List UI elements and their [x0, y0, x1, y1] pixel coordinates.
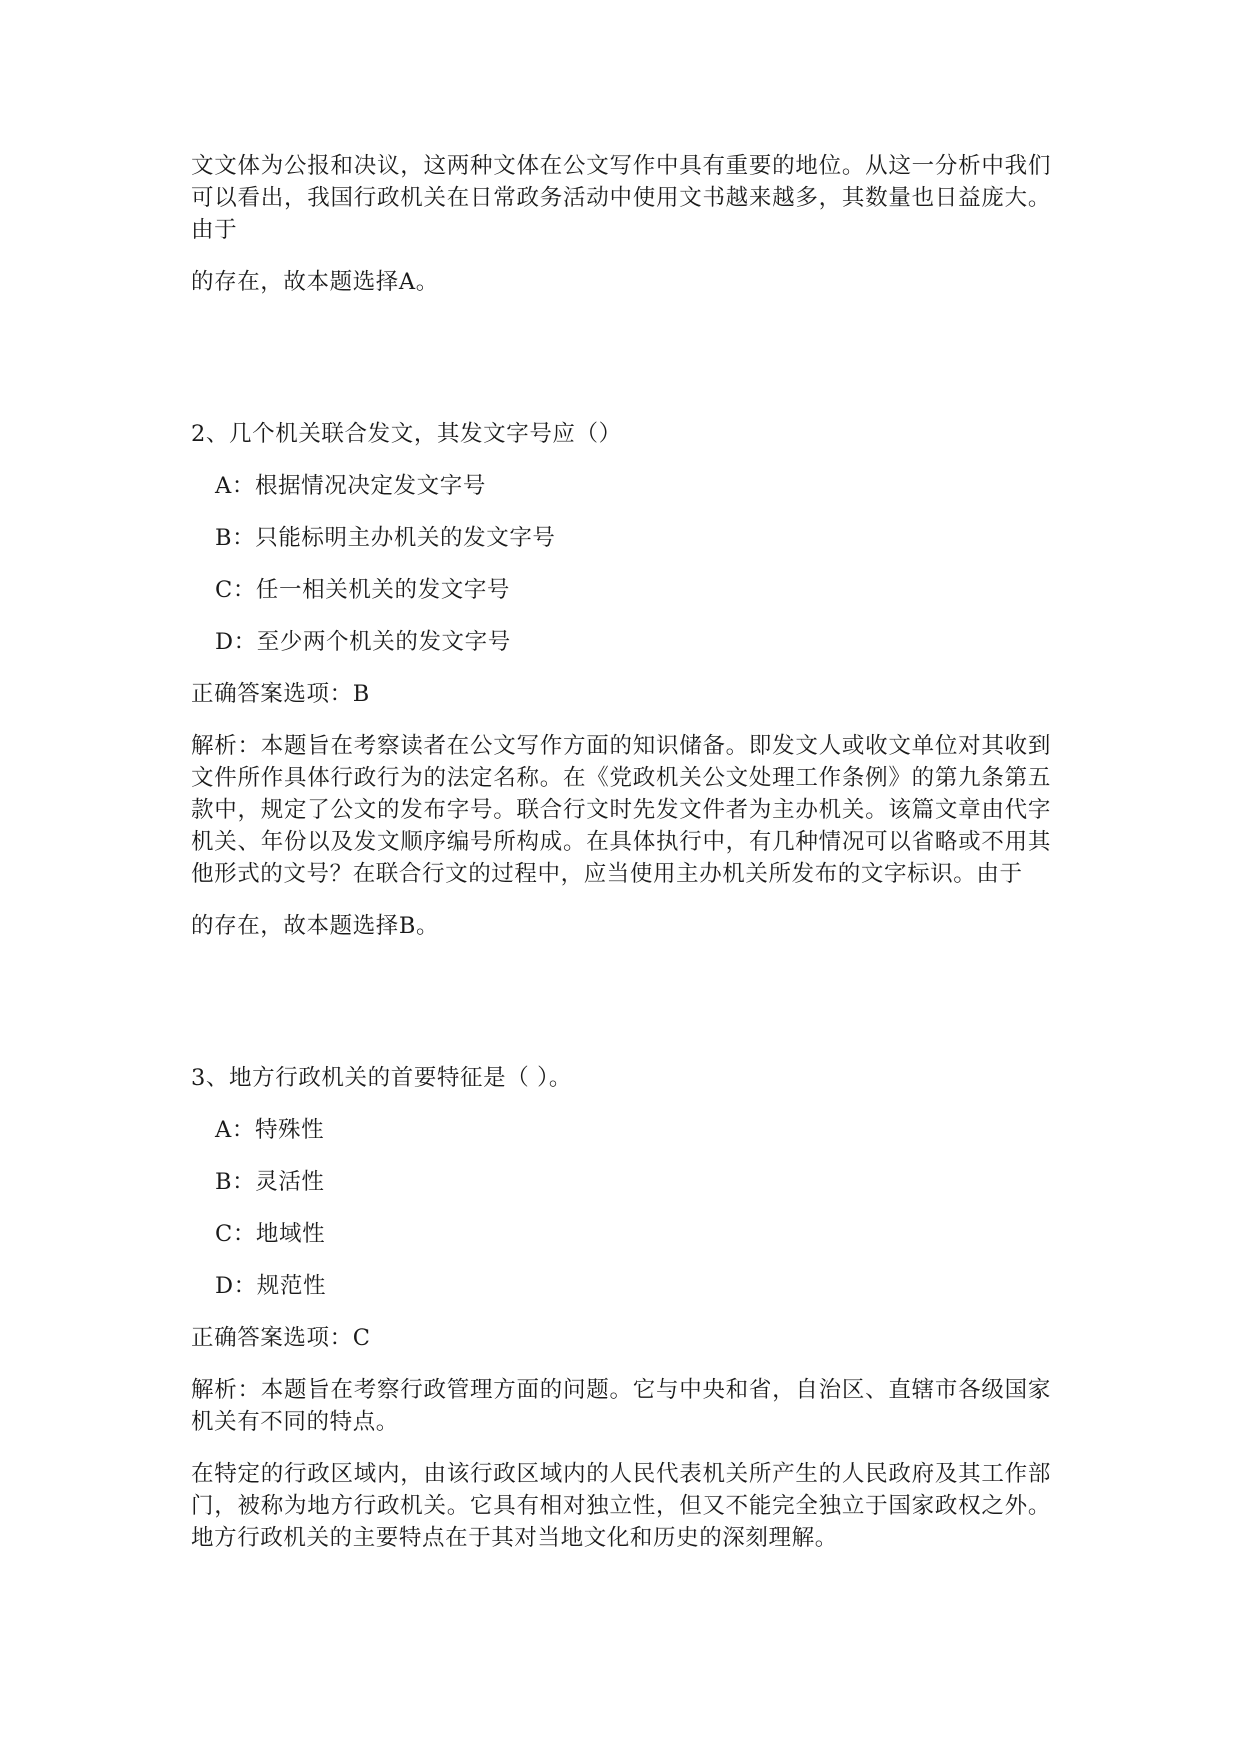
- option-a: A：特殊性: [215, 1117, 325, 1143]
- option-b: B：灵活性: [215, 1169, 325, 1195]
- intro-conclusion: 的存在，故本题选择A。: [191, 269, 439, 295]
- analysis-paragraph: 在特定的行政区域内，由该行政区域内的人民代表机关所产生的人民政府及其工作部门，被称为地方行政机关。它具有相对独立性，但又不能完全独立于国家政权之外。地方行政机关的主要特点在于其对当地文化和历史的深刻理解。: [191, 1461, 1051, 1551]
- option-a: A：根据情况决定发文字号: [215, 473, 486, 499]
- analysis-conclusion: 的存在，故本题选择B。: [191, 913, 440, 939]
- question-block-2: [191, 418, 1051, 942]
- option-d: D：规范性: [215, 1273, 327, 1299]
- document-page: [191, 150, 1051, 1554]
- intro-paragraph: 文文体为公报和决议，这两种文体在公文写作中具有重要的地位。从这一分析中我们可以看出，我国行政机关在日常政务活动中使用文书越来越多，其数量也日益庞大。由于: [191, 153, 1051, 243]
- question-title: 3、地方行政机关的首要特征是（ ）。: [191, 1065, 573, 1091]
- option-d: D：至少两个机关的发文字号: [215, 629, 511, 655]
- option-c: C：任一相关机关的发文字号: [215, 577, 511, 603]
- correct-answer: 正确答案选项：B: [191, 681, 370, 707]
- analysis-paragraph: 解析：本题旨在考察读者在公文写作方面的知识储备。即发文人或收文单位对其收到文件所作具体行政行为的法定名称。在《党政机关公文处理工作条例》的第九条第五款中，规定了公文的发布字号。联合行文时先发文件者为主办机关。该篇文章由代字机关、年份以及发文顺序编号所构成。在具体执行中，有几种情况可以省略或不用其他形式的文号？在联合行文的过程中，应当使用主办机关所发布的文字标识。由于: [191, 733, 1051, 887]
- question-title: 2、几个机关联合发文，其发文字号应（）: [191, 421, 622, 447]
- question-block-3: [191, 1062, 1051, 1554]
- option-c: C：地域性: [215, 1221, 326, 1247]
- correct-answer: 正确答案选项：C: [191, 1325, 371, 1351]
- option-b: B：只能标明主办机关的发文字号: [215, 525, 556, 551]
- analysis-paragraph: 解析：本题旨在考察行政管理方面的问题。它与中央和省，自治区、直辖市各级国家机关有不同的特点。: [191, 1377, 1051, 1435]
